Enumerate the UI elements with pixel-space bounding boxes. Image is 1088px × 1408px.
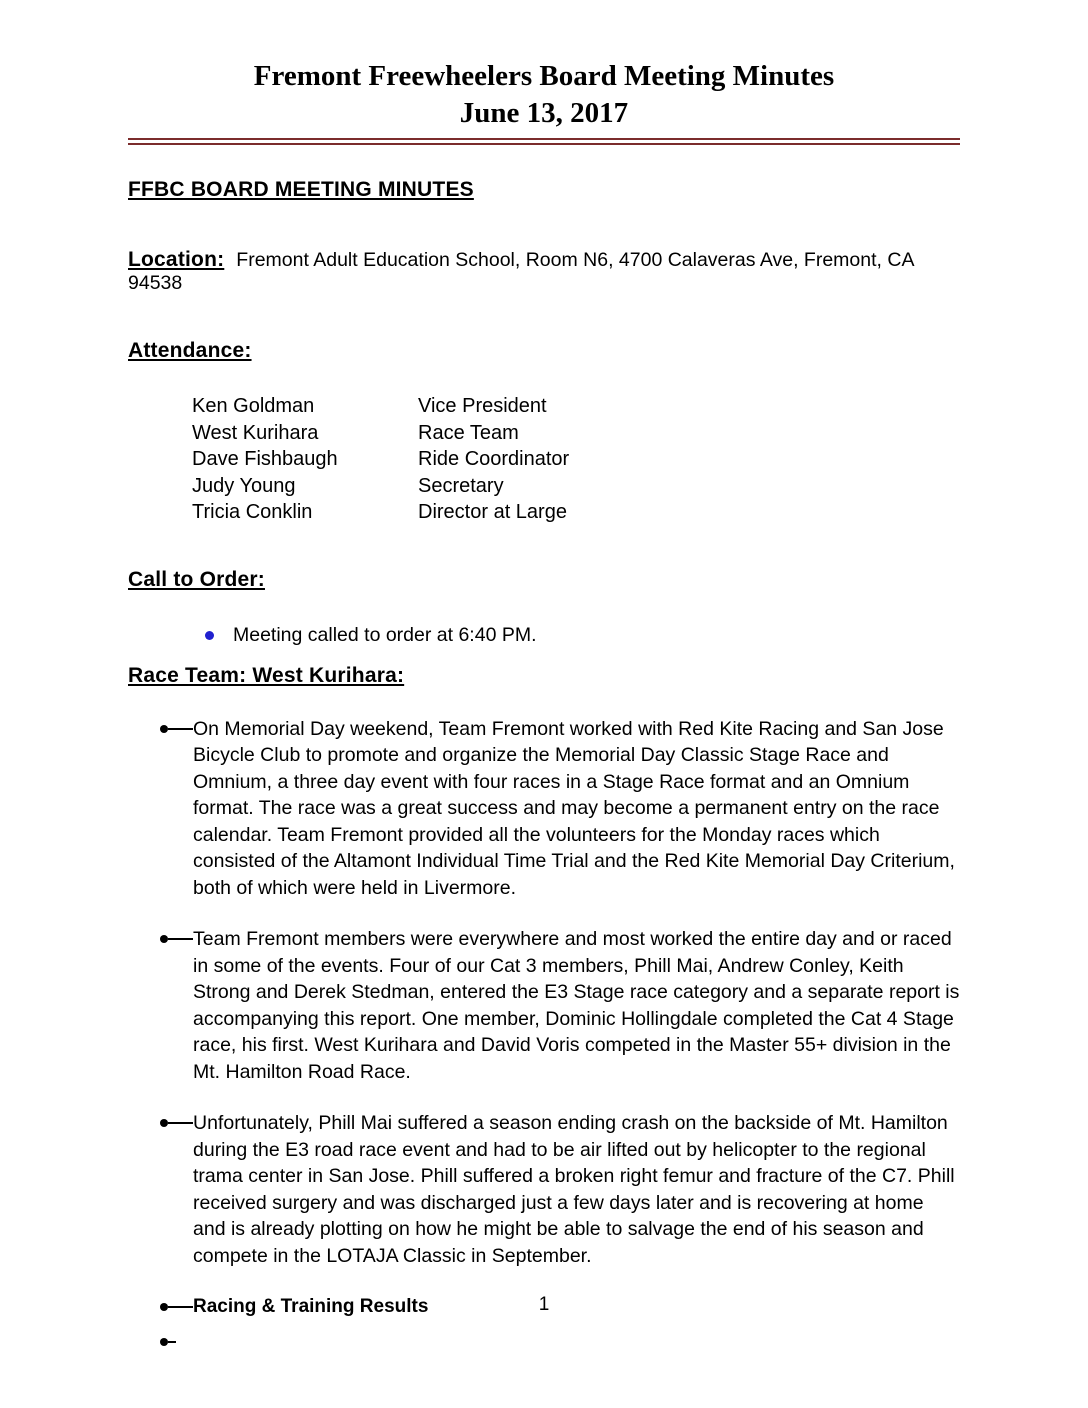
attendee-role: Director at Large	[418, 501, 567, 523]
title-block	[128, 58, 960, 132]
call-to-order-heading: Call to Order:	[128, 567, 265, 591]
attendee-role: Race Team	[418, 421, 519, 444]
page-number: 1	[538, 1294, 550, 1315]
attendance-row	[192, 473, 960, 500]
list-item-empty	[128, 1329, 960, 1356]
document-subtitle: June 13, 2017	[459, 97, 629, 129]
list-item	[128, 1110, 960, 1269]
bullet-dash-icon	[128, 716, 193, 743]
bullet-dash-icon	[128, 1110, 193, 1137]
attendee-name: Tricia Conklin	[192, 501, 313, 523]
location-line	[128, 248, 960, 295]
call-to-order-list	[128, 622, 960, 648]
attendee-name: Ken Goldman	[192, 395, 315, 417]
attendee-role: Vice President	[418, 395, 547, 417]
attendee-name: Judy Young	[192, 474, 296, 497]
list-item-text: Team Fremont members were everywhere and most worked the entire day and or raced in some of the events. Four of our Cat 3 members, Phill Mai, Andrew Conley, Keith Strong and Derek Stedman, entered the E3 Stage race category and a separate report is accompanying this report. One member, Dominic Hollingdale completed the Cat 4 Stage race, his first. West Kurihara and David Voris competed in the Master 55+ division in the Mt. Hamilton Road Race.	[193, 928, 960, 1083]
list-item-text: Unfortunately, Phill Mai suffered a season ending crash on the backside of Mt. Hamilton during the E3 road race event and had to be air lifted out by helicopter to the regional trama center in San Jose. Phill suffered a broken right femur and fracture of the C7. Phill received surgery and was discharged just a few days later and is recovering at home and is already plotting on how he might be able to salvage the end of his season and compete in the LOTAJA Classic in September.	[193, 1112, 955, 1267]
attendance-row	[192, 420, 960, 447]
attendance-heading: Attendance:	[128, 339, 252, 362]
title-divider	[128, 138, 960, 145]
list-item	[128, 716, 960, 902]
attendee-name: West Kurihara	[192, 421, 319, 444]
attendee-role: Secretary	[418, 474, 504, 497]
location-label: Location:	[128, 248, 225, 271]
attendee-name: Dave Fishbaugh	[192, 448, 338, 470]
bullet-dash-icon	[128, 1329, 176, 1356]
attendance-row	[192, 499, 960, 526]
race-team-heading: Race Team: West Kurihara:	[128, 663, 405, 687]
attendee-role: Ride Coordinator	[418, 448, 570, 470]
list-item-text: On Memorial Day weekend, Team Fremont worked with Red Kite Racing and San Jose Bicycle Club to promote and organize the Memorial Day Classic Stage Race and Omnium, a three day event with four races in a Stage Race format and an Omnium format. The race was a great success and may become a permanent entry on the race calendar. Team Fremont provided all the volunteers for the Monday races which consisted of the Altamont Individual Time Trial and the Red Kite Memorial Day Criterium, both of which were held in Livermore.	[193, 717, 955, 899]
list-item	[205, 622, 960, 648]
bullet-icon	[205, 631, 214, 640]
bullet-dash-icon	[128, 926, 193, 953]
attendance-list	[192, 393, 960, 526]
document-title: Fremont Freewheelers Board Meeting Minutes	[253, 60, 835, 92]
location-value: Fremont Adult Education School, Room N6, 4700 Calaveras Ave, Fremont, CA 94538	[128, 249, 914, 294]
section-heading-ffbc: FFBC BOARD MEETING MINUTES	[128, 178, 474, 201]
race-team-list	[128, 716, 960, 1356]
results-heading-bullet: Racing & Training Results	[193, 1296, 429, 1317]
list-item-text: Meeting called to order at 6:40 PM.	[233, 623, 537, 646]
attendance-row	[192, 446, 960, 473]
attendance-row	[192, 393, 960, 420]
list-item	[128, 926, 960, 1085]
